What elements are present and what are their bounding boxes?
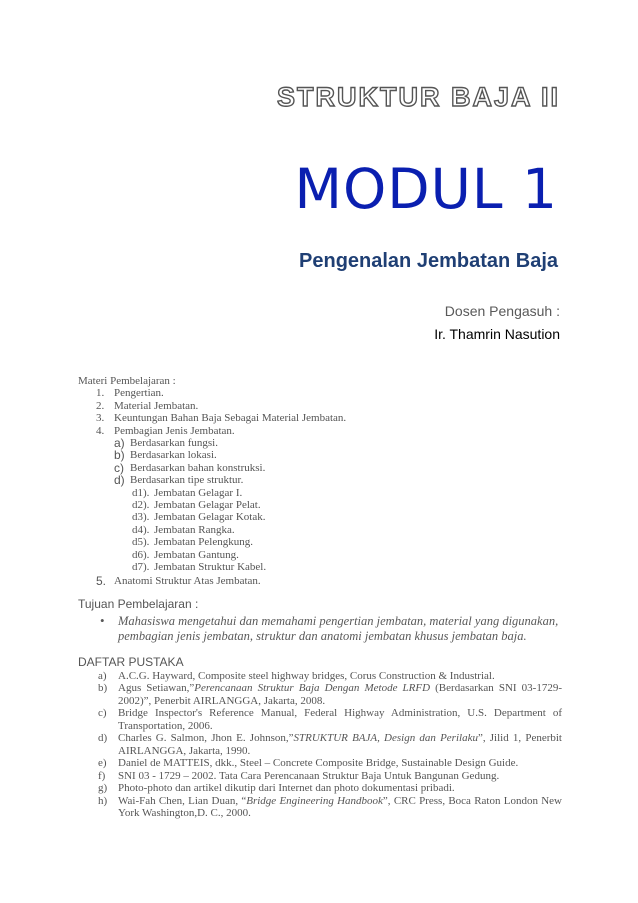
bridge-type-text: Jembatan Gelagar Pelat. [154, 499, 261, 512]
list-marker: d1). [132, 486, 150, 499]
list-marker: h) [98, 794, 108, 807]
list-marker: a) [114, 436, 125, 451]
bridge-type-item [78, 561, 562, 573]
course-title: STRUKTUR BAJA II [276, 82, 560, 112]
bullet-icon: • [100, 612, 105, 628]
reference-text: (Berdasarkan SNI 03-1729-2002)”, Penerbit AIRLANGGA, Jakarta, 2008. [118, 682, 562, 707]
materi-subitem-text: Berdasarkan lokasi. [130, 449, 217, 462]
tujuan-heading: Tujuan Pembelajaran : [78, 596, 199, 611]
materi-subitem-text: Berdasarkan fungsi. [130, 437, 218, 450]
bridge-type-text: Jembatan Rangka. [154, 523, 235, 536]
reference-text: Photo-photo dan artikel dikutip dari Internet dan photo dokumentasi pribadi. [118, 782, 455, 795]
materi-item [78, 387, 562, 399]
materi-item-text: Anatomi Struktur Atas Jembatan. [114, 574, 261, 587]
list-marker: c) [98, 707, 107, 720]
bridge-type-text: Jembatan Pelengkung. [154, 536, 253, 549]
reference-item [78, 670, 562, 683]
materi-item [78, 412, 562, 424]
list-marker: d) [114, 473, 125, 488]
list-marker: g) [98, 782, 108, 795]
list-marker: 3. [96, 412, 105, 425]
bridge-type-item [78, 487, 562, 499]
list-marker: 5. [96, 573, 107, 588]
reference-item [78, 770, 562, 783]
document-body [78, 375, 562, 820]
reference-item [78, 782, 562, 795]
reference-title: STRUKTUR BAJA, Design dan Perilaku [293, 732, 478, 745]
bridge-type-item [78, 549, 562, 561]
module-subtitle: Pengenalan Jembatan Baja [299, 250, 558, 272]
reference-text: ”, Jilid 1, Penerbit AIRLANGGA, Jakarta, 1990. [118, 732, 562, 757]
module-title: MODUL 1 [294, 157, 558, 221]
materi-item [78, 425, 562, 437]
materi-heading: Materi Pembelajaran : [78, 375, 176, 387]
bridge-type-text: Jembatan Gelagar Kotak. [154, 511, 266, 524]
materi-item-text: Material Jembatan. [114, 399, 199, 412]
reference-item [78, 795, 562, 820]
materi-subitem-text: Berdasarkan tipe struktur. [130, 474, 244, 487]
reference-text: Bridge Inspector's Reference Manual, Federal Highway Administration, U.S. Department of Transportation, 2006. [118, 707, 562, 732]
reference-item [78, 757, 562, 770]
list-marker: 2. [96, 399, 105, 412]
reference-list [78, 670, 562, 820]
reference-text: A.C.G. Hayward, Composite steel highway bridges, Corus Construction & Industrial. [118, 669, 495, 682]
bridge-type-item [78, 524, 562, 536]
materi-item [78, 575, 562, 587]
bridge-type-item [78, 511, 562, 523]
materi-subitem [78, 449, 562, 461]
materi-item-text: Pembagian Jenis Jembatan. [114, 424, 235, 437]
list-marker: d7). [132, 561, 150, 574]
materi-subitem [78, 474, 562, 486]
reference-title: Perencanaan Struktur Baja Dengan Metode LRFD [194, 682, 431, 695]
list-marker: d2). [132, 499, 150, 512]
list-marker: f) [98, 769, 106, 782]
list-marker: d6). [132, 548, 150, 561]
reference-text: Wai-Fah Chen, Lian Duan, “ [118, 794, 247, 807]
materi-item-text: Pengertian. [114, 387, 164, 400]
list-marker: 4. [96, 424, 105, 437]
reference-item [78, 707, 562, 732]
materi-subitem-text: Berdasarkan bahan konstruksi. [130, 461, 266, 474]
bridge-type-item [78, 536, 562, 548]
reference-title: Bridge Engineering Handbook [246, 794, 383, 807]
bridge-type-text: Jembatan Struktur Kabel. [154, 561, 267, 574]
list-marker: d4). [132, 523, 150, 536]
list-marker: b) [98, 682, 108, 695]
reference-text: Daniel de MATTEIS, dkk., Steel – Concrete Composite Bridge, Sustainable Design Guide. [118, 757, 519, 770]
pustaka-heading: DAFTAR PUSTAKA [78, 654, 184, 669]
materi-subitem [78, 462, 562, 474]
list-marker: b) [114, 448, 125, 463]
list-marker: a) [98, 669, 107, 682]
lecturer-label: Dosen Pengasuh : [444, 303, 560, 319]
reference-text: Agus Setiawan,” [118, 682, 195, 695]
tujuan-text: Mahasiswa mengetahui dan memahami pengertian jembatan, material yang digunakan, pembagian jenis jembatan, struktur dan anatomi jembatan khusus jembatan baja. [118, 613, 559, 643]
lecturer-name: Ir. Thamrin Nasution [434, 326, 560, 342]
reference-text: ”, CRC Press, Boca Raton London New York Washington,D. C., 2000. [118, 794, 562, 820]
materi-item-text: Keuntungan Bahan Baja Sebagai Material Jembatan. [114, 412, 347, 425]
list-marker: d5). [132, 536, 150, 549]
bridge-type-text: Jembatan Gantung. [154, 548, 239, 561]
materi-item [78, 400, 562, 412]
reference-item [78, 732, 562, 757]
list-marker: c) [114, 460, 124, 475]
list-marker: e) [98, 757, 107, 770]
materi-list [78, 387, 562, 587]
list-marker: 1. [96, 387, 105, 400]
reference-text: SNI 03 - 1729 – 2002. Tata Cara Perencanaan Struktur Baja Untuk Bangunan Gedung. [118, 769, 500, 782]
bridge-type-text: Jembatan Gelagar I. [154, 486, 243, 499]
reference-item [78, 682, 562, 707]
bridge-type-item [78, 499, 562, 511]
list-marker: d3). [132, 511, 150, 524]
reference-text: Charles G. Salmon, Jhon E. Johnson,” [118, 732, 294, 745]
tujuan-text-block [78, 614, 562, 644]
list-marker: d) [98, 732, 108, 745]
materi-subitem [78, 437, 562, 449]
